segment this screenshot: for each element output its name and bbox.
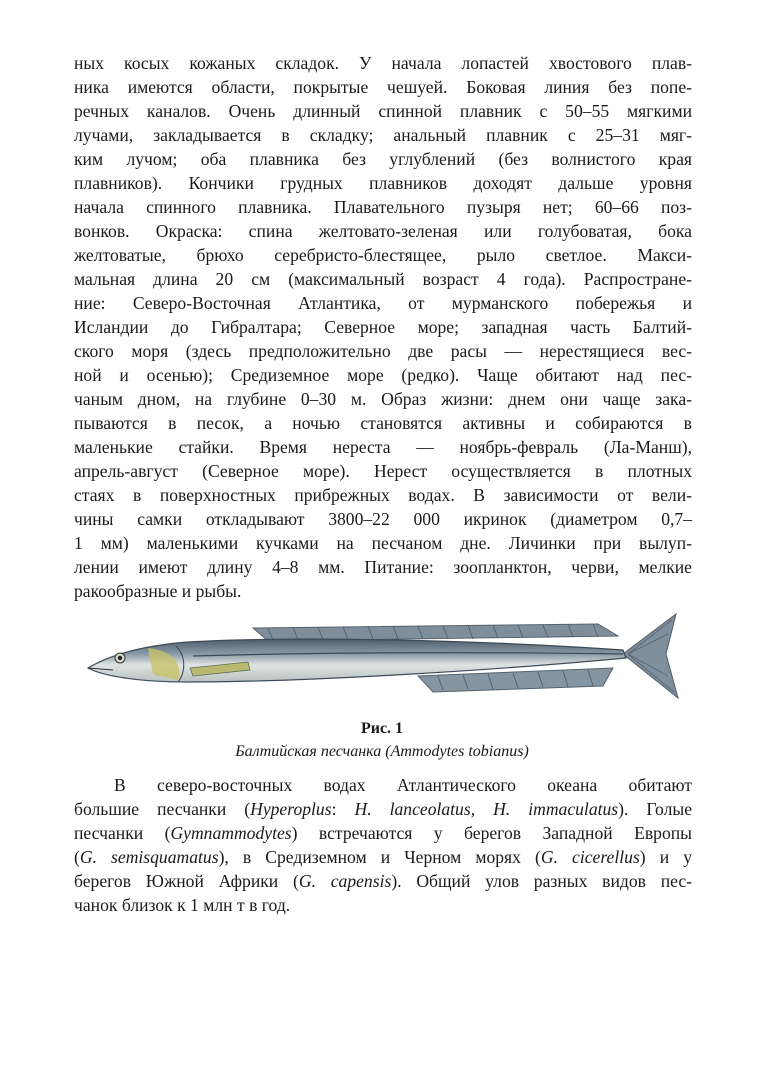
text-segment: ( <box>74 847 80 867</box>
text-line: стаях в поверхностных прибрежных водах. В зависимости от вели- <box>74 485 692 505</box>
text-segment: песчанки ( <box>74 823 171 843</box>
text-line: апрель-август (Северное море). Нерест осуществляется в плотных <box>74 461 692 481</box>
text-line: 1 мм) маленькими кучками на песчаном дне. Личинки при вылуп- <box>74 533 692 553</box>
text-segment: берегов Южной Африки ( <box>74 871 299 891</box>
paragraph-species-description <box>74 51 692 603</box>
text-line: лении имеют длину 4–8 мм. Питание: зоопланктон, черви, мелкие <box>74 557 692 577</box>
text-segment: чанок близок к 1 млн т в год. <box>74 895 291 915</box>
text-line: ского моря (здесь предположительно две расы — нерестящиеся вес- <box>74 341 692 361</box>
text-line: чины самки откладывают 3800–22 000 икринок (диаметром 0,7– <box>74 509 692 529</box>
latin-name: Gymnammodytes <box>170 823 292 843</box>
text-line: мальная длина 20 см (максимальный возраст 4 года). Распростране- <box>74 269 692 289</box>
text-line: ние: Северо-Восточная Атлантика, от мурманского побережья и <box>74 293 692 313</box>
text-segment: В северо-восточных водах Атлантического океана обитают <box>114 775 692 795</box>
text-segment: ), в Средиземном и Черном морях ( <box>218 847 541 867</box>
text-line: пываются в песок, а ночью становятся активны и собираются в <box>74 413 692 433</box>
text-segment: ). Голые <box>618 799 693 819</box>
dorsal-fin <box>253 624 618 641</box>
text-line: ракообразные и рыбы. <box>74 581 242 601</box>
latin-name: Hyperoplus <box>250 799 332 819</box>
text-line: ника имеются области, покрытые чешуей. Боковая линия без попе- <box>74 77 692 97</box>
text-segment: ) встречаются у берегов Западной Европы <box>291 823 692 843</box>
text-line: ной и осенью); Средиземное море (редко). Чаще обитают над пес- <box>74 365 692 385</box>
text-line: желтоватые, брюхо серебристо-блестящее, рыло светлое. Макси- <box>74 245 692 265</box>
text-segment: большие песчанки ( <box>74 799 251 819</box>
text-line: лучами, закладывается в складку; анальный плавник с 25–31 мяг- <box>74 125 692 145</box>
text-line: вонков. Окраска: спина желтовато-зеленая или голубоватая, бока <box>74 221 692 241</box>
text-line: ким лучом; оба плавника без углублений (без волнистого края <box>74 149 692 169</box>
text-line <box>74 845 692 869</box>
text-segment: ) и у <box>639 847 693 867</box>
text-line <box>74 869 692 893</box>
paragraph-related-species <box>74 773 692 917</box>
text-line: маленькие стайки. Время нереста — ноябрь-февраль (Ла-Манш), <box>74 437 692 457</box>
latin-name: H. immaculatus <box>493 799 619 819</box>
figure-label: Рис. 1 <box>360 720 404 737</box>
text-line: плавников). Кончики грудных плавников доходят дальше уровня <box>74 173 692 193</box>
text-line <box>74 893 692 917</box>
latin-name: G. semisquamatus <box>79 847 219 867</box>
text-line: Исландии до Гибралтара; Северное море; западная часть Балтий- <box>74 317 692 337</box>
text-line: начала спинного плавника. Плавательного пузыря нет; 60–66 поз- <box>74 197 692 217</box>
latin-name: G. capensis <box>298 871 392 891</box>
text-line: ных косых кожаных складок. У начала лопастей хвостового плав- <box>74 53 692 73</box>
text-segment: ). Общий улов разных видов пес- <box>391 871 693 891</box>
latin-name: G. cicerellus <box>540 847 640 867</box>
text-segment: : <box>331 799 355 819</box>
text-line: чаным дном, на глубине 0–30 м. Образ жизни: днем они чаще зака- <box>74 389 692 409</box>
figure-caption: Балтийская песчанка (Ammodytes tobianus) <box>235 743 529 760</box>
text-line: речных каналов. Очень длинный спинной плавник с 50–55 мягкими <box>74 101 692 121</box>
text-line <box>74 773 692 797</box>
latin-name: H. lanceolatus <box>354 799 471 819</box>
text-line <box>74 797 692 821</box>
text-line <box>74 821 692 845</box>
text-segment: , <box>470 799 494 819</box>
fish-illustration <box>78 606 688 706</box>
